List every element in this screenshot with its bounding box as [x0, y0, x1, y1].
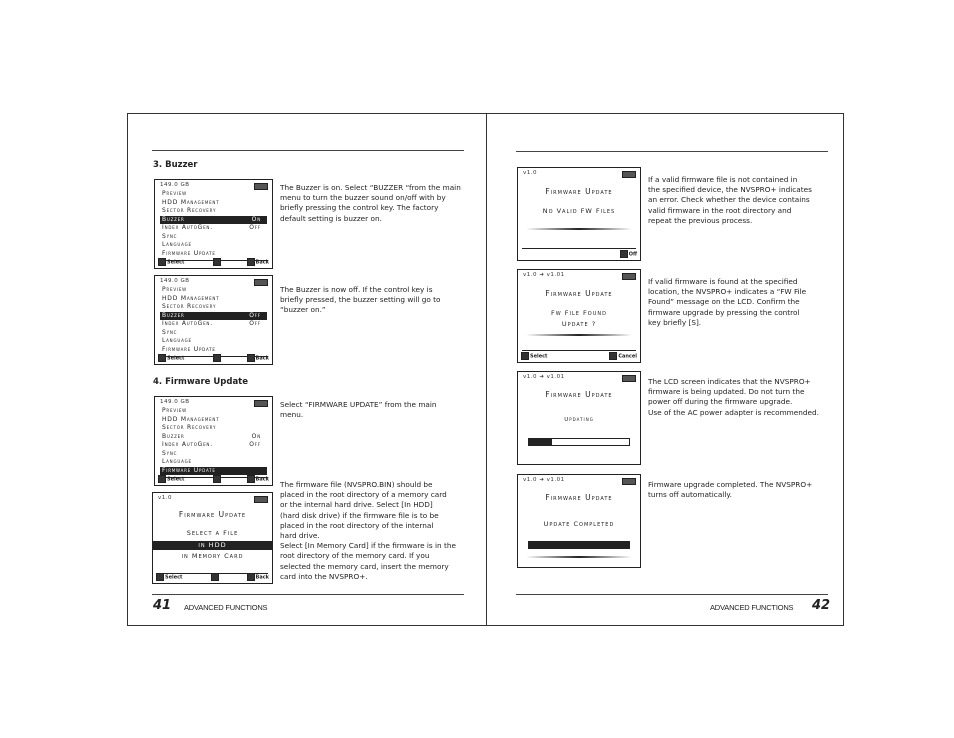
menu-item: Sector Recovery: [162, 424, 217, 431]
menu-item-value: Off: [249, 224, 261, 231]
softkey-label: Back: [255, 574, 269, 581]
menu-item: [160, 224, 267, 233]
menu-item: HDD Management: [162, 198, 220, 206]
text-line: key briefly [S].: [648, 317, 702, 327]
menu-item-value: On: [251, 432, 261, 440]
text-line: turns off automatically.: [648, 490, 732, 500]
key-icon: [158, 354, 166, 362]
text-line: location, the NVSPRO+ indicates a “FW File: [648, 287, 807, 297]
updown-softkey: [211, 573, 220, 581]
menu-item: Sector Recovery: [162, 303, 217, 310]
progress-fill: [529, 542, 629, 548]
softkey-label: Off: [628, 251, 637, 258]
lcd-prompt: Select a File: [186, 529, 239, 537]
top-rule-left: [152, 150, 464, 151]
back-softkey: [247, 573, 269, 581]
menu-item: Firmware Update: [162, 345, 216, 353]
menu-item-selected: [160, 312, 267, 321]
lcd-menu-list: [160, 407, 267, 475]
lcd-title: Firmware Update: [178, 510, 247, 519]
lcd-update-completed: [517, 474, 641, 568]
key-icon: [609, 352, 617, 360]
lcd-fade-line: [526, 556, 632, 558]
menu-item-value: Off: [249, 311, 261, 319]
progress-fill: [529, 439, 552, 445]
buzzer-off-text: [280, 285, 440, 316]
lcd-buzzer-off: [154, 275, 273, 365]
text-line: firmware is being updated. Do not turn the: [648, 387, 805, 397]
updown-icon: [213, 258, 221, 266]
menu-item-value: On: [251, 215, 261, 223]
text-line: selected the memory card, insert the memory: [280, 561, 449, 571]
softkey-label: Back: [255, 355, 269, 362]
menu-item-selected: Firmware Update: [160, 467, 267, 476]
option-in-hdd: in HDD: [153, 541, 272, 550]
lcd-fw-file-found: [517, 269, 641, 363]
version-to: v1.01: [546, 477, 565, 483]
menu-item: Sync: [162, 449, 178, 457]
lcd-version: [523, 272, 565, 278]
menu-item-value: Off: [249, 320, 261, 327]
text-line: If valid firmware is found at the specified: [648, 277, 798, 286]
lcd-message-2: Update ?: [561, 320, 597, 328]
battery-icon: [254, 279, 268, 286]
menu-item: [160, 320, 267, 329]
key-icon: [620, 250, 628, 258]
text-line: “buzzer on.”: [280, 305, 326, 315]
text-line: the specified device, the NVSPRO+ indicates: [648, 185, 812, 195]
lcd-fade-line: [526, 228, 632, 230]
updown-softkey: [213, 258, 222, 266]
key-icon: [158, 258, 166, 266]
text-line: power off during the firmware upgrade.: [648, 397, 793, 407]
updating-text: [648, 377, 819, 418]
menu-item: Firmware Update: [162, 249, 216, 257]
lcd-fade-line: [526, 334, 632, 336]
lcd-select-file: [152, 492, 273, 584]
key-icon: [158, 475, 166, 483]
buzzer-heading: 3. Buzzer: [153, 160, 198, 170]
key-icon: [521, 352, 529, 360]
softkey-label: Cancel: [618, 353, 637, 360]
bottom-rule-left: [152, 594, 464, 595]
fw-file-found-text: [648, 277, 806, 328]
key-icon: [247, 354, 255, 362]
update-completed-text: [648, 480, 812, 500]
page-number-right: 42: [812, 598, 831, 613]
menu-item-label: Buzzer: [162, 215, 185, 223]
lcd-capacity: 149.0 GB: [160, 278, 190, 284]
text-line: Select “FIRMWARE UPDATE” from the main: [280, 400, 437, 409]
menu-item: Preview: [162, 190, 187, 197]
text-line: menu.: [280, 410, 304, 420]
text-line: briefly pressed, the buzzer setting will go to: [280, 295, 441, 305]
menu-item: HDD Management: [162, 294, 220, 302]
page-number-left: 41: [153, 598, 172, 613]
softkey-label: Select: [530, 353, 548, 360]
menu-item-label: Index AutoGen.: [162, 224, 213, 231]
select-softkey: [158, 258, 184, 266]
buzzer-on-text: [280, 183, 461, 224]
menu-item-label: Buzzer: [162, 311, 185, 319]
key-icon: [247, 475, 255, 483]
text-line: default setting is buzzer on.: [280, 213, 382, 223]
text-line: The Buzzer is now off. If the control key is: [280, 285, 433, 294]
text-line: card into the NVSPRO+.: [280, 571, 368, 581]
off-softkey: [620, 250, 637, 258]
lcd-buzzer-on: [154, 179, 273, 269]
menu-item: HDD Management: [162, 415, 220, 423]
menu-item-label: Index AutoGen.: [162, 320, 213, 327]
version-to: v1.01: [546, 374, 565, 380]
lcd-message: Updating: [564, 417, 594, 423]
lcd-firmware-menu: [154, 396, 273, 486]
updown-icon: [213, 475, 221, 483]
text-line: briefly pressing the control key. The factory: [280, 203, 439, 213]
progress-bar: [528, 541, 630, 549]
text-line: Found” message on the LCD. Confirm the: [648, 297, 800, 307]
page-divider: [486, 113, 487, 626]
softkey-label: Back: [255, 259, 269, 266]
lcd-divider: [522, 350, 636, 351]
key-icon: [247, 573, 255, 581]
updown-softkey: [213, 475, 222, 483]
lcd-version: [523, 374, 565, 380]
firmware-heading: 4. Firmware Update: [153, 377, 249, 387]
arrow-right-icon: ➜: [539, 477, 545, 483]
text-line: placed in the root directory of the internal: [280, 520, 434, 530]
select-softkey: [158, 475, 184, 483]
text-line: placed in the root directory of a memory card: [280, 490, 447, 500]
menu-item: [160, 433, 267, 442]
lcd-title: Firmware Update: [545, 493, 613, 502]
text-line: Select [In Memory Card] if the firmware is in the: [280, 541, 456, 551]
battery-icon: [622, 375, 636, 382]
lcd-updating: [517, 371, 641, 465]
menu-item-value: Off: [249, 441, 261, 448]
lcd-capacity: 149.0 GB: [160, 399, 190, 405]
version-from: v1.0: [523, 272, 538, 278]
updown-icon: [213, 354, 221, 362]
softkey-label: Back: [255, 476, 269, 483]
text-line: valid firmware in the root directory and: [648, 205, 792, 215]
menu-item: [160, 441, 267, 450]
cancel-softkey: [609, 352, 637, 360]
menu-item: Language: [162, 337, 192, 344]
lcd-title: Firmware Update: [545, 390, 613, 399]
lcd-message: Update Completed: [543, 520, 615, 528]
updown-icon: [211, 573, 219, 581]
menu-item-label: Index AutoGen.: [162, 441, 213, 448]
text-line: an error. Check whether the device contains: [648, 195, 810, 205]
text-line: firmware upgrade by pressing the control: [648, 307, 800, 317]
lcd-title: Firmware Update: [545, 187, 613, 196]
updown-softkey: [213, 354, 222, 362]
lcd-no-valid-fw: [517, 167, 641, 261]
version-from: v1.0: [523, 374, 538, 380]
menu-item: Preview: [162, 407, 187, 414]
text-line: The Buzzer is on. Select “BUZZER “from the main: [280, 183, 461, 192]
arrow-right-icon: ➜: [539, 374, 545, 380]
menu-item: Sector Recovery: [162, 207, 217, 214]
lcd-menu-list: [160, 286, 267, 354]
battery-icon: [254, 183, 268, 190]
text-line: root directory of the memory card. If you: [280, 551, 430, 561]
bottom-rule-right: [516, 594, 828, 595]
footer-left: ADVANCED FUNCTIONS: [184, 603, 268, 612]
menu-item: Language: [162, 458, 192, 465]
back-softkey: [247, 354, 269, 362]
select-softkey: [158, 354, 184, 362]
softkey-label: Select: [167, 259, 185, 266]
softkey-label: Select: [167, 476, 185, 483]
text-line: Firmware upgrade completed. The NVSPRO+: [648, 480, 813, 489]
battery-icon: [254, 400, 268, 407]
progress-bar: [528, 438, 630, 446]
text-line: menu to turn the buzzer sound on/off with by: [280, 193, 446, 203]
menu-item: Language: [162, 241, 192, 248]
text-line: Use of the AC power adapter is recommended.: [648, 407, 819, 417]
select-softkey: [521, 352, 547, 360]
lcd-version: v1.0: [158, 495, 173, 501]
lcd-version: [523, 477, 565, 483]
softkey-label: Select: [165, 574, 183, 581]
lcd-message: No Valid FW Files: [542, 207, 616, 215]
version-from: v1.0: [523, 477, 538, 483]
menu-item-selected: [160, 216, 267, 225]
text-line: The firmware file (NVSPRO.BIN) should be: [280, 480, 433, 489]
option-in-memory-card: in Memory Card: [181, 552, 244, 560]
key-icon: [247, 258, 255, 266]
text-line: The LCD screen indicates that the NVSPRO+: [648, 377, 811, 386]
back-softkey: [247, 258, 269, 266]
menu-item: Sync: [162, 328, 178, 336]
select-softkey: [156, 573, 182, 581]
text-line: repeat the previous process.: [648, 215, 753, 225]
lcd-menu-list: [160, 190, 267, 258]
lcd-title: Firmware Update: [545, 289, 613, 298]
lcd-version: v1.0: [523, 170, 538, 176]
back-softkey: [247, 475, 269, 483]
lcd-message: Fw File Found: [551, 309, 607, 317]
battery-icon: [622, 273, 636, 280]
softkey-label: Select: [167, 355, 185, 362]
menu-item: Preview: [162, 286, 187, 293]
arrow-right-icon: ➜: [539, 272, 545, 278]
battery-icon: [254, 496, 268, 503]
footer-right: ADVANCED FUNCTIONS: [710, 603, 794, 612]
text-line: or the internal hard drive. Select [In HDD]: [280, 500, 433, 510]
text-line: hard drive.: [280, 531, 320, 541]
battery-icon: [622, 478, 636, 485]
lcd-divider: [522, 248, 636, 249]
text-line: (hard disk drive) if the firmware file is to be: [280, 510, 439, 520]
no-valid-fw-text: [648, 175, 812, 226]
text-line: If a valid firmware file is not contained in: [648, 175, 798, 184]
menu-item: Sync: [162, 232, 178, 240]
top-rule-right: [516, 151, 828, 152]
firmware-select-text: [280, 400, 437, 420]
version-to: v1.01: [546, 272, 565, 278]
key-icon: [156, 573, 164, 581]
lcd-capacity: 149.0 GB: [160, 182, 190, 188]
menu-item-label: Buzzer: [162, 432, 185, 440]
battery-icon: [622, 171, 636, 178]
firmware-file-text: [280, 480, 456, 582]
